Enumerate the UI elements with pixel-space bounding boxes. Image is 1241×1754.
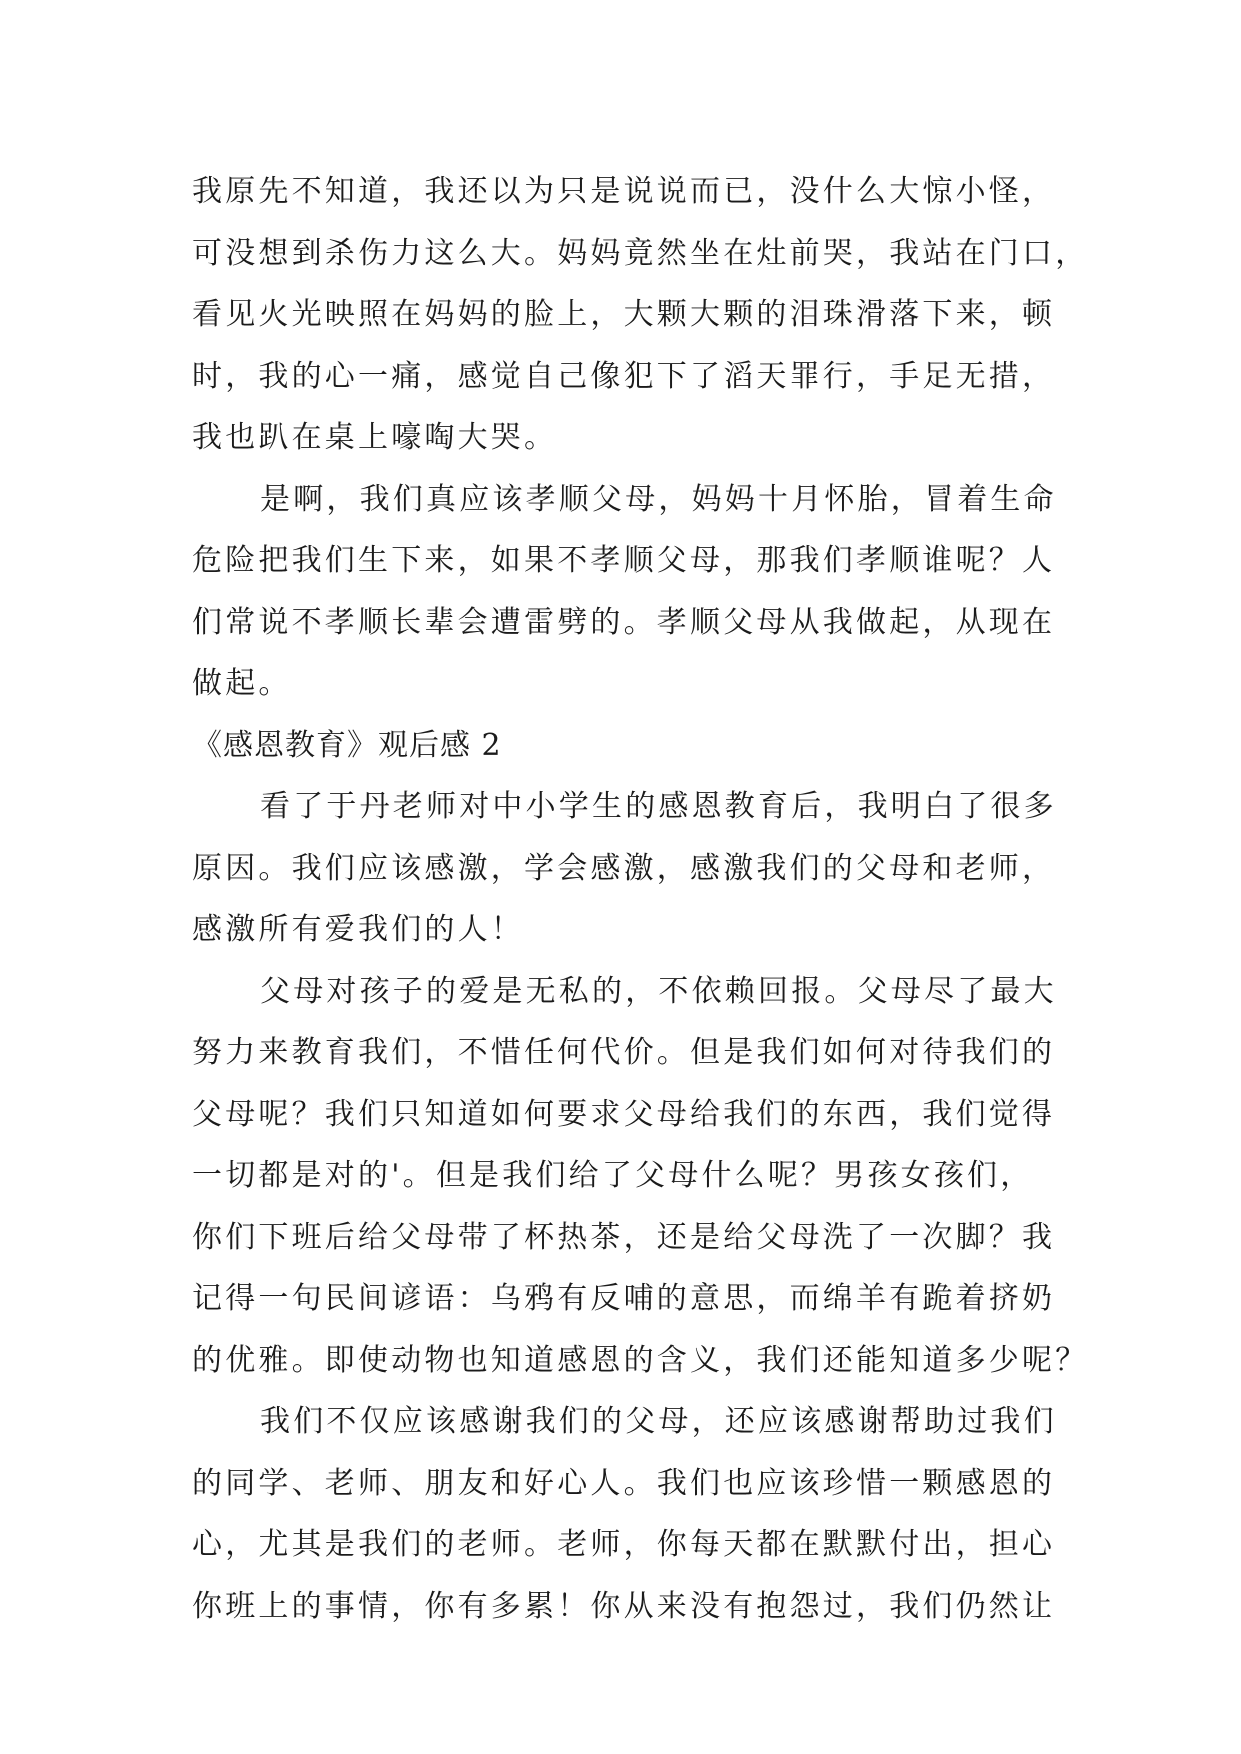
- text-line: 你们下班后给父母带了杯热茶，还是给父母洗了一次脚？我: [192, 1219, 1056, 1255]
- text-line: 的优雅。即使动物也知道感恩的含义，我们还能知道多少呢？: [192, 1342, 1089, 1378]
- text-line: 努力来教育我们，不惜任何代价。但是我们如何对待我们的: [192, 1035, 1056, 1070]
- paragraph: [192, 961, 1089, 1392]
- section-heading: [192, 715, 1072, 777]
- text-line: 是啊，我们真应该孝顺父母，妈妈十月怀胎，冒着生命: [260, 481, 1057, 517]
- paragraph: [192, 776, 1072, 961]
- paragraph: [192, 469, 1072, 715]
- text-line: 我原先不知道，我还以为只是说说而已，没什么大惊小怪，: [192, 174, 1056, 209]
- text-line: 一切都是对的'。但是我们给了父母什么呢？男孩女孩们，: [192, 1158, 1034, 1193]
- paragraph: [192, 161, 1089, 469]
- text-line: 记得一句民间谚语：乌鸦有反哺的意思，而绵羊有跪着挤奶: [192, 1281, 1056, 1316]
- text-line: 看见火光映照在妈妈的脸上，大颗大颗的泪珠滑落下来，顿: [192, 297, 1056, 332]
- paragraph: [192, 1391, 1072, 1637]
- text-line: 可没想到杀伤力这么大。妈妈竟然坐在灶前哭，我站在门口，: [192, 235, 1089, 271]
- document-body: [192, 161, 1089, 1637]
- text-line: 父母对孩子的爱是无私的，不依赖回报。父母尽了最大: [260, 973, 1057, 1009]
- text-line: 们常说不孝顺长辈会遭雷劈的。孝顺父母从我做起，从现在: [192, 604, 1056, 640]
- text-line: 感激所有爱我们的人！: [192, 912, 524, 947]
- text-line: 心，尤其是我们的老师。老师，你每天都在默默付出，担心: [192, 1527, 1056, 1562]
- text-line: 的同学、老师、朋友和好心人。我们也应该珍惜一颗感恩的: [192, 1465, 1056, 1501]
- text-line: 我也趴在桌上嚎啕大哭。: [192, 420, 558, 455]
- text-line: 你班上的事情，你有多累！你从来没有抱怨过，我们仍然让: [192, 1588, 1056, 1624]
- text-line: 时，我的心一痛，感觉自己像犯下了滔天罪行，手足无措，: [192, 358, 1056, 394]
- text-line: 做起。: [192, 666, 292, 701]
- text-line: 危险把我们生下来，如果不孝顺父母，那我们孝顺谁呢？人: [192, 543, 1056, 578]
- text-line: 父母呢？我们只知道如何要求父母给我们的东西，我们觉得: [192, 1096, 1056, 1132]
- heading-text: 《感恩教育》观后感 2: [192, 727, 502, 763]
- text-line: 原因。我们应该感激，学会感激，感激我们的父母和老师，: [192, 850, 1056, 886]
- text-line: 看了于丹老师对中小学生的感恩教育后，我明白了很多: [260, 789, 1057, 824]
- text-line: 我们不仅应该感谢我们的父母，还应该感谢帮助过我们: [260, 1404, 1057, 1439]
